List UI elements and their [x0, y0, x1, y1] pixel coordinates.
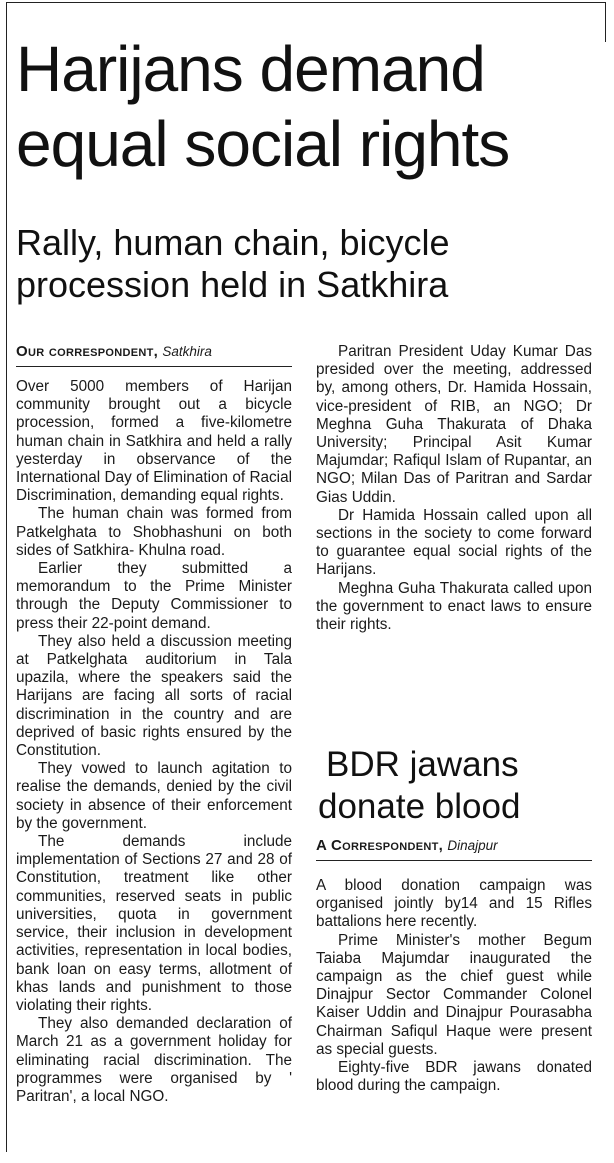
story2-headline-line1: BDR jawans	[326, 745, 519, 784]
story2-headline-line2: donate blood	[318, 787, 521, 826]
story1-subhead-line2: procession held in Satkhira	[16, 264, 449, 305]
story1-paragraph: The human chain was formed from Patkelghata to Shobhashuni on both sides of Satkhira- Khulna road.	[16, 505, 292, 559]
story1-subhead-line1: Rally, human chain, bicycle	[16, 222, 450, 263]
story2-body	[316, 877, 592, 1095]
story1-column-right	[316, 343, 592, 634]
story1-headline-line1: Harijans demand	[16, 33, 485, 105]
story1-paragraph: Paritran President Uday Kumar Das presided over the meeting, addressed by, among others, Dr. Hamida Hossain, vice-president of RIB, an NGO; Dr Meghna Guha Thakurata of Dhaka University; Principal Asit Kumar Majumdar; Rafiqul Islam of Rupantar, an NGO; Milan Das of Paritran and Sardar Gias Uddin.	[316, 343, 592, 506]
story1-paragraph: Dr Hamida Hossain called upon all sections in the society to come forward to guarantee equal social rights of the Harijans.	[316, 506, 592, 579]
story1-paragraph: Earlier they submitted a memorandum to the Prime Minister through the Deputy Commissioner to press their 22-point demand.	[16, 560, 292, 632]
story1-paragraph: Meghna Guha Thakurata called upon the government to enact laws to ensure their rights.	[316, 579, 592, 634]
story1-column-left	[16, 378, 292, 1106]
story2-paragraph: Eighty-five BDR jawans donated blood during the campaign.	[316, 1059, 592, 1095]
story1-paragraph: They vowed to launch agitation to realise the demands, denied by the civil society in absence of their enforcement by the government.	[16, 760, 292, 832]
story1-subhead	[16, 222, 601, 306]
story2-paragraph: Prime Minister's mother Begum Taiaba Majumdar inaugurated the campaign as the chief guest while Dinajpur Sector Commander Colonel Kaiser Uddin and Dinajpur Pourasabha Chairman Safiqul Haque were present as special guests.	[316, 931, 592, 1058]
story2-paragraph: A blood donation campaign was organised jointly by14 and 15 Rifles battalions here recently.	[316, 877, 592, 931]
left-border-rule	[6, 2, 7, 1152]
story2-byline-author: A Correspondent,	[316, 837, 444, 854]
story1-headline	[16, 32, 601, 182]
story1-paragraph: Over 5000 members of Harijan community brought out a bicycle procession, formed a five-kilometre human chain in Satkhira and held a rally yesterday in observance of the International Day of Elimination of Racial Discrimination, demanding equal rights.	[16, 378, 292, 505]
story1-byline	[16, 343, 292, 367]
story2-byline-place: Dinajpur	[447, 838, 498, 853]
top-border-rule	[6, 2, 606, 3]
story1-paragraph: They also held a discussion meeting at Patkelghata auditorium in Tala upazila, where the speakers said the Harijans are facing all sorts of racial discrimination in the country and are deprived of basic rights ensured by the Constitution.	[16, 632, 292, 760]
right-border-rule	[605, 2, 606, 42]
story2-byline	[316, 837, 592, 861]
story1-byline-place: Satkhira	[162, 344, 212, 359]
story1-byline-author: Our correspondent,	[16, 343, 159, 360]
story1-paragraph: They also demanded declaration of March 21 as a government holiday for eliminating racial discrimination. The programmes were organised by ' Paritran', a local NGO.	[16, 1015, 292, 1105]
story2-headline	[318, 744, 598, 828]
story1-paragraph: The demands include implementation of Sections 27 and 28 of Constitution, treatment like other communities, reserved seats in public universities, quota in government service, their inclusion in development activities, representation in local bodies, bank loan on easy terms, allotment of khas lands and punishment to those violating their rights.	[16, 833, 292, 1014]
story1-headline-line2: equal social rights	[16, 108, 510, 180]
